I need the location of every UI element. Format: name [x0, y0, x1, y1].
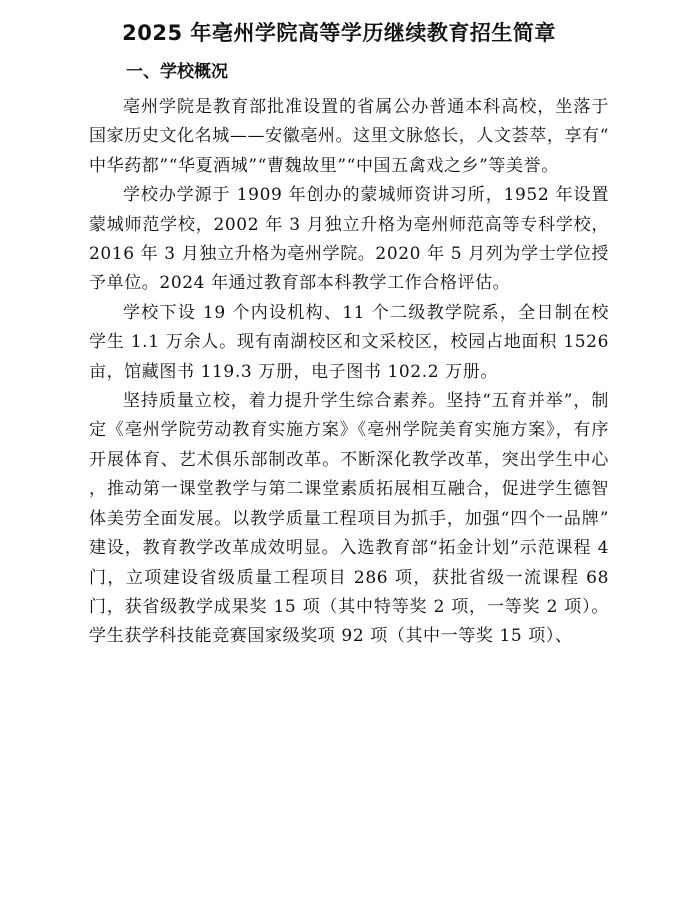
paragraph-intro: 亳州学院是教育部批准设置的省属公办普通本科高校，坐落于国家历史文化名城——安徽亳州。这里文脉悠长，人文荟萃，享有“中华药都”“华夏酒城”“曹魏故里”“中国五禽戏之乡”等美誉。: [89, 97, 609, 176]
paragraph-quality: 坚持质量立校，着力提升学生综合素养。坚持“五育并举”，制定《亳州学院劳动教育实施方案》《亳州学院美育实施方案》，有序开展体育、艺术俱乐部制改革。不断深化教学改革，突出学生中心，推动第一课堂教学与第二课堂素质拓展相互融合，促进学生德智体美劳全面发展。以教学质量工程项目为抓手，加强“四个一品牌”建设，教育教学改革成效明显。入选教育部“拓金计划”示范课程 4 门，立项建设省级质量工程项目 286 项，获批省级一流课程 68 门，获省级教学成果奖 15 项（其中特等奖 2 项，一等奖 2 项）。学生获学科技能竞赛国家级奖项 92 项（其中一等奖 15 项）、: [89, 391, 609, 647]
document-body: [89, 93, 609, 652]
paragraph-scale: 学校下设 19 个内设机构、11 个二级教学院系，全日制在校学生 1.1 万余人。现有南湖校区和文采校区，校园占地面积 1526 亩，馆藏图书 119.3 万册，电子图书 102.2 万册。: [89, 302, 609, 382]
document-title: 2025 年亳州学院高等学历继续教育招生简章: [122, 21, 556, 45]
paragraph-history: 学校办学源于 1909 年创办的蒙城师资讲习所，1952 年设置蒙城师范学校，2002 年 3 月独立升格为亳州师范高等专科学校，2016 年 3 月独立升格为亳州学院。2020 年 5 月列为学士学位授予单位。2024 年通过教育部本科教学工作合格评估。: [89, 185, 609, 294]
section-heading: 一、学校概况: [126, 62, 228, 82]
